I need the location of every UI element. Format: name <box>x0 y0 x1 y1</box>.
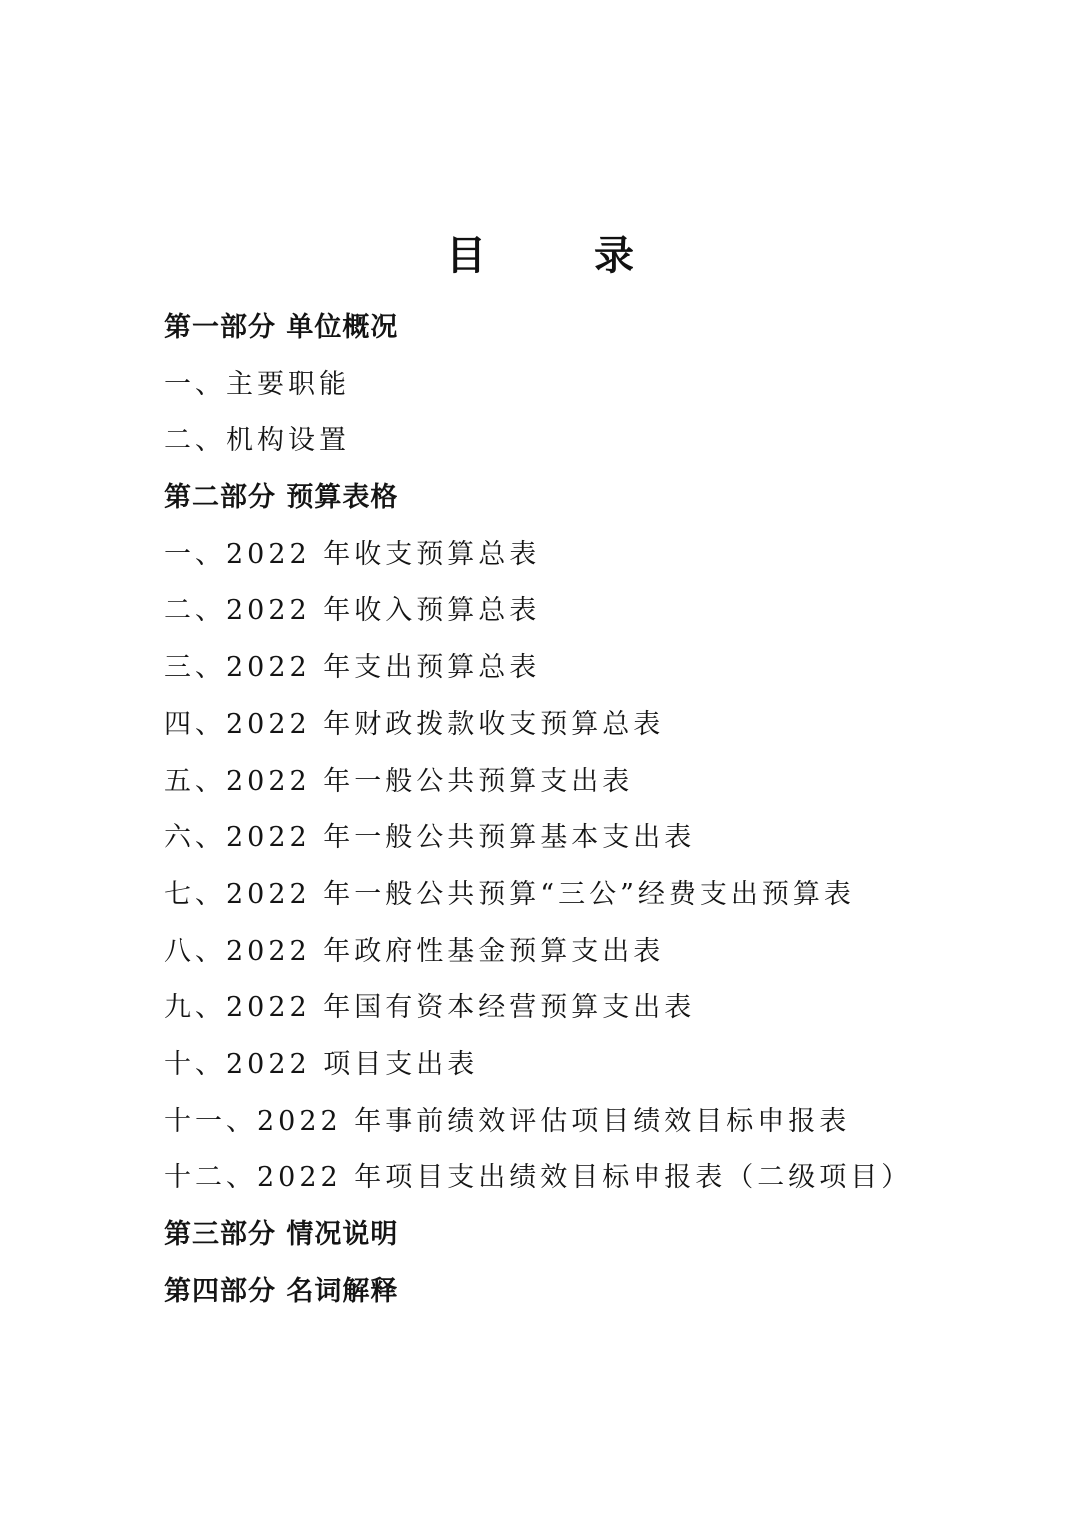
toc-title: 目 录 <box>446 232 668 279</box>
table-of-contents <box>164 300 1044 1320</box>
toc-item-revenue-summary[interactable]: 二、2022 年收入预算总表 <box>164 595 541 627</box>
toc-item-ex-ante-performance[interactable]: 十一、2022 年事前绩效评估项目绩效目标申报表 <box>164 1105 851 1137</box>
toc-item-government-fund-expenditure[interactable]: 八、2022 年政府性基金预算支出表 <box>164 935 665 967</box>
toc-part-4[interactable]: 第四部分 名词解释 <box>164 1275 399 1307</box>
toc-item-revenue-expenditure-summary[interactable]: 一、2022 年收支预算总表 <box>164 538 541 570</box>
toc-item-main-functions[interactable]: 一、主要职能 <box>164 368 350 400</box>
toc-item-expenditure-summary[interactable]: 三、2022 年支出预算总表 <box>164 652 541 684</box>
toc-item-project-performance-targets[interactable]: 十二、2022 年项目支出绩效目标申报表（二级项目） <box>164 1162 913 1194</box>
toc-item-state-capital-expenditure[interactable]: 九、2022 年国有资本经营预算支出表 <box>164 992 696 1024</box>
toc-item-three-public-expenses[interactable]: 七、2022 年一般公共预算“三公”经费支出预算表 <box>164 878 855 910</box>
toc-part-2[interactable]: 第二部分 预算表格 <box>164 482 399 514</box>
toc-item-project-expenditure[interactable]: 十、2022 项目支出表 <box>164 1048 479 1080</box>
toc-part-1[interactable]: 第一部分 单位概况 <box>164 312 399 343</box>
toc-part-3[interactable]: 第三部分 情况说明 <box>164 1219 399 1250</box>
toc-item-general-public-expenditure[interactable]: 五、2022 年一般公共预算支出表 <box>164 765 634 797</box>
toc-item-fiscal-appropriation-summary[interactable]: 四、2022 年财政拨款收支预算总表 <box>164 708 665 740</box>
toc-item-general-public-basic-expenditure[interactable]: 六、2022 年一般公共预算基本支出表 <box>164 822 696 854</box>
toc-item-organization[interactable]: 二、机构设置 <box>164 425 350 457</box>
